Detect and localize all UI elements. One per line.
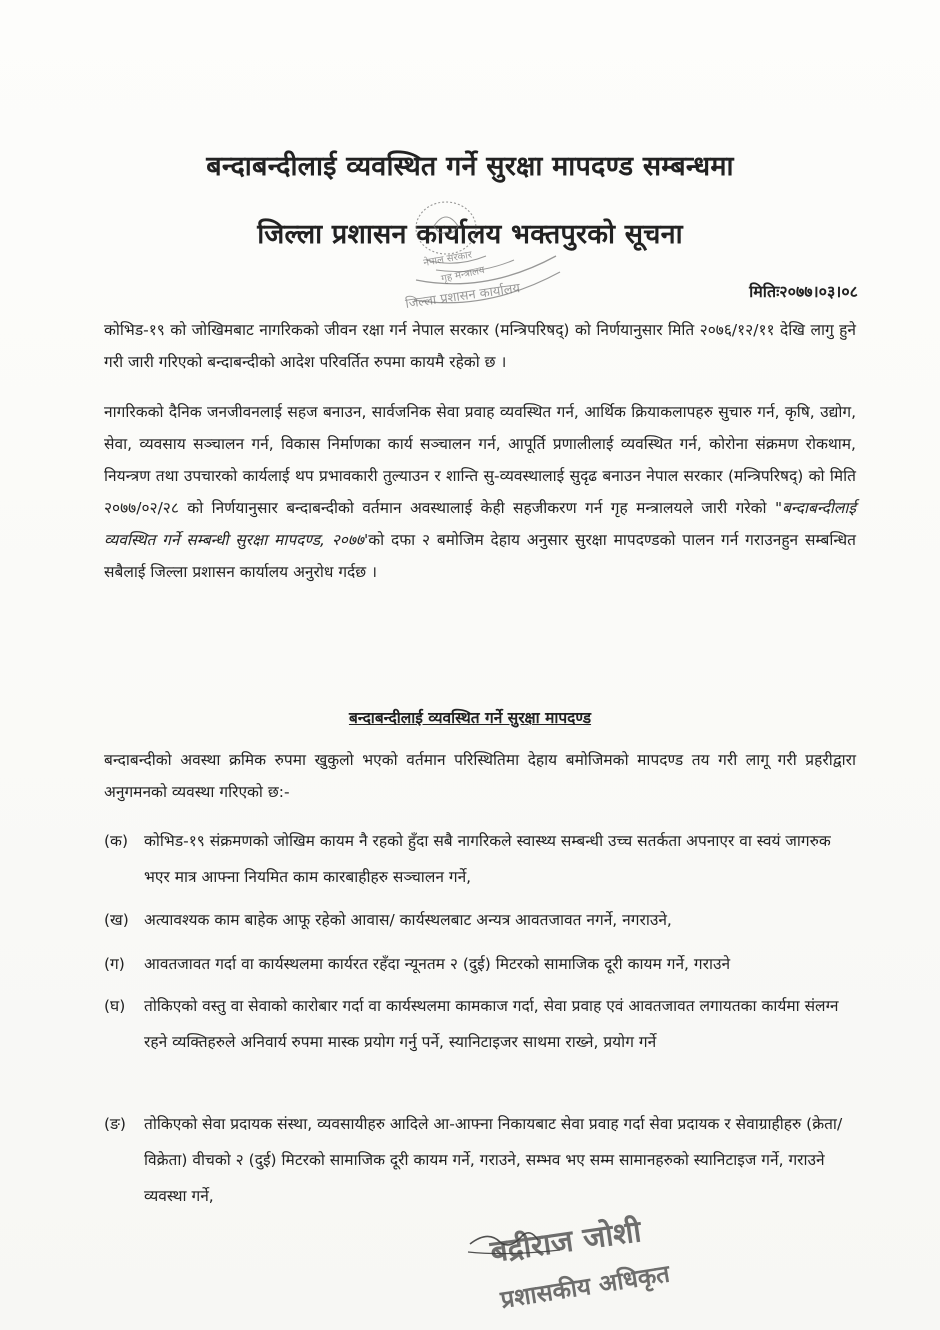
list-item [104,902,856,938]
list-item-text: तोकिएको वस्तु वा सेवाको कारोबार गर्दा वा कार्यस्थलमा कामकाज गर्दा, सेवा प्रवाह एवं आवतजावत लगायतका कार्यमा संलग्न रहने व्यक्तिहरुले अनिवार्य रुपमा मास्क प्रयोग गर्नु पर्ने, स्यानिटाइजर साथमा राख्ने, प्रयोग गर्ने [144,997,839,1051]
section-heading: बन्दाबन्दीलाई व्यवस्थित गर्ने सुरक्षा मापदण्ड [348,709,592,727]
list-item-marker: (ङ) [104,1115,126,1133]
list-item [104,946,856,982]
intro-paragraph: कोभिड-१९ को जोखिमबाट नागरिकको जीवन रक्षा गर्न नेपाल सरकार (मन्त्रिपरिषद्) को निर्णयानुसार मिति २०७६/१२/११ देखि लागु हुने गरी जारी गरिएको बन्दाबन्दीको आदेश परिवर्तित रुपमा कायमै रहेको छ । [104,321,856,371]
list-item [104,988,856,1060]
list-item-marker: (ख) [104,911,129,929]
svg-text:नेपाल सरकार: नेपाल सरकार [422,249,473,269]
list-item [104,823,856,895]
svg-text:प्रशासकीय अधिकृत: प्रशासकीय अधिकृत [498,1259,672,1314]
document-title-line-2: जिल्ला प्रशासन कार्यालय भक्तपुरको सूचना [257,219,683,250]
svg-text:बद्रीराज जोशी: बद्रीराज जोशी [488,1214,644,1270]
list-item-text: कोभिड-१९ संक्रमणको जोखिम कायम नै रहको हुँदा सबै नागरिकले स्वास्थ्य सम्बन्धी उच्च सतर्कता अपनाएर वा स्वयं जागरुक भएर मात्र आफ्ना नियमित काम कारबाहीहरु सञ्चालन गर्ने, [144,832,831,886]
svg-text:गृह मन्त्रालय: गृह मन्त्रालय [440,265,486,285]
list-item [104,1106,856,1214]
svg-text:जिल्ला प्रशासन कार्यालय: जिल्ला प्रशासन कार्यालय [404,281,521,312]
request-paragraph-text: नागरिकको दैनिक जनजीवनलाई सहज बनाउन, सार्वजनिक सेवा प्रवाह व्यवस्थित गर्न, आर्थिक क्रियाकलापहरु सुचारु गर्न, कृषि, उद्योग, सेवा, व्यवसाय सञ्चालन गर्न, विकास निर्माणका कार्य सञ्चालन गर्न, आपूर्ति प्रणालीलाई व्यवस्थित गर्न, कोरोना संक्रमण रोकथाम, नियन्त्रण तथा उपचारको कार्यलाई थप प्रभावकारी तुल्याउन र शान्ति सु-व्यवस्थालाई सुदृढ बनाउन नेपाल सरकार (मन्त्रिपरिषद्) को मिति २०७७/०२/२८ को निर्णयानुसार बन्दाबन्दीको वर्तमान अवस्थालाई केही सहजीकरण गर्न गृह मन्त्रालयले जारी गरेको [104,403,856,517]
standards-intro-paragraph: बन्दाबन्दीको अवस्था क्रमिक रुपमा खुकुलो भएको वर्तमान परिस्थितिमा देहाय बमोजिमको मापदण्ड तय गरी लागू गरी प्रहरीद्वारा अनुगमनको व्यवस्था गरिएको छ:- [104,751,856,801]
list-item-text: आवतजावत गर्दा वा कार्यस्थलमा कार्यरत रहँदा न्यूनतम २ (दुई) मिटरको सामाजिक दूरी कायम गर्ने, गराउने [144,955,731,973]
list-item-marker: (घ) [104,997,126,1015]
document-date: मितिः२०७७।०३।०८ [749,282,858,301]
list-item-marker: (ग) [104,955,125,973]
list-item-text: अत्यावश्यक काम बाहेक आफू रहेको आवास/ कार्यस्थलबाट अन्यत्र आवतजावत नगर्ने, नगराउने, [144,911,672,929]
request-paragraph-tail: को दफा २ बमोजिम देहाय अनुसार सुरक्षा मापदण्डको पालन गर्न गराउनहुन सम्बन्धित सबैलाई जिल्ला प्रशासन कार्यालय अनुरोध गर्दछ । [104,531,856,581]
list-item-marker: (क) [104,832,128,850]
request-paragraph [104,396,856,588]
list-item-text: तोकिएको सेवा प्रदायक संस्था, व्यवसायीहरु आदिले आ-आफ्ना निकायबाट सेवा प्रवाह गर्दा सेवा प्रदायक र सेवाग्राहीहरु (क्रेता/विक्रेता) वीचको २ (दुई) मिटरको सामाजिक दूरी कायम गर्ने, गराउने, सम्भव भए सम्म सामानहरुको स्यानिटाइज गर्ने, गराउने व्यवस्था गर्ने, [144,1115,843,1205]
quoted-standard-title: "बन्दाबन्दीलाई व्यवस्थित गर्ने सम्बन्धी सुरक्षा मापदण्ड, २०७७' [104,499,856,549]
document-title-line-1: बन्दाबन्दीलाई व्यवस्थित गर्ने सुरक्षा मापदण्ड सम्बन्धमा [206,151,734,182]
